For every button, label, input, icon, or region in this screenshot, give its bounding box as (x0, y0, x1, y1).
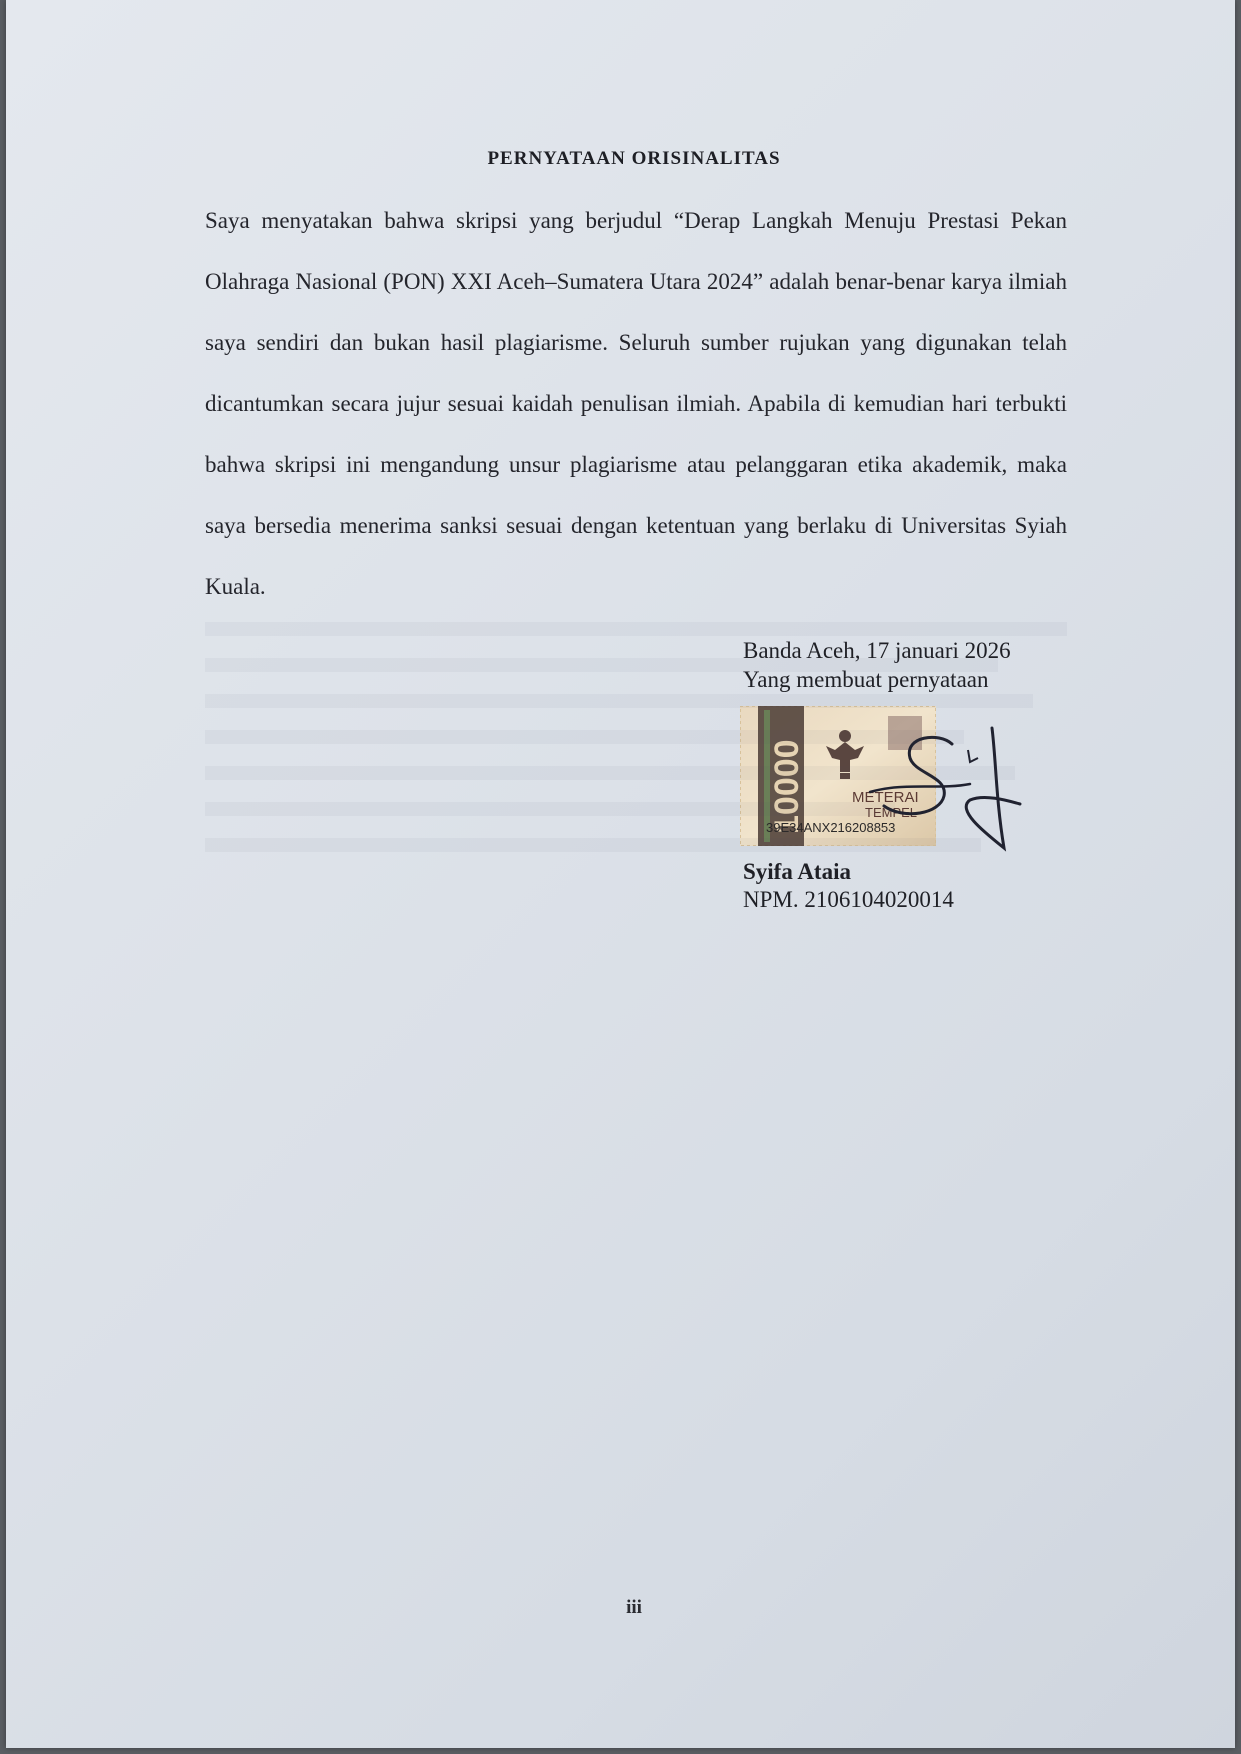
signer-npm: NPM. 2106104020014 (743, 887, 954, 912)
place-date: Banda Aceh, 17 januari 2026 (743, 638, 1011, 663)
stamp-value: 10000 (768, 739, 806, 834)
document-heading: PERNYATAAN ORISINALITAS (487, 148, 781, 169)
signer-name: Syifa Ataia (743, 859, 851, 884)
document-page (6, 0, 1235, 1748)
show-through-texture (205, 600, 1067, 874)
stamp-serial: 39E34ANX216208853 (766, 820, 896, 835)
statement-paragraph: Saya menyatakan bahwa skripsi yang berjudul “Derap Langkah Menuju Prestasi Pekan Olahraga Nasional (PON) XXI Aceh–Sumatera Utara 2024” adalah benar-benar karya ilmiah saya sendiri dan bukan hasil plagiarisme. Seluruh sumber rujukan yang digunakan telah dicantumkan secara jujur sesuai kaidah penulisan ilmiah. Apabila di kemudian hari terbukti bahwa skripsi ini mengandung unsur plagiarisme atau pelanggaran etika akademik, maka saya bersedia menerima sanksi sesuai dengan ketentuan yang berlaku di Universitas Syiah Kuala. (205, 208, 1067, 599)
stamp-label-line1: METERAI (852, 789, 919, 806)
stamp-label-line2: TEMPEL (865, 805, 918, 820)
statement-by-label: Yang membuat pernyataan (743, 667, 989, 692)
page-number: iii (626, 1597, 642, 1618)
